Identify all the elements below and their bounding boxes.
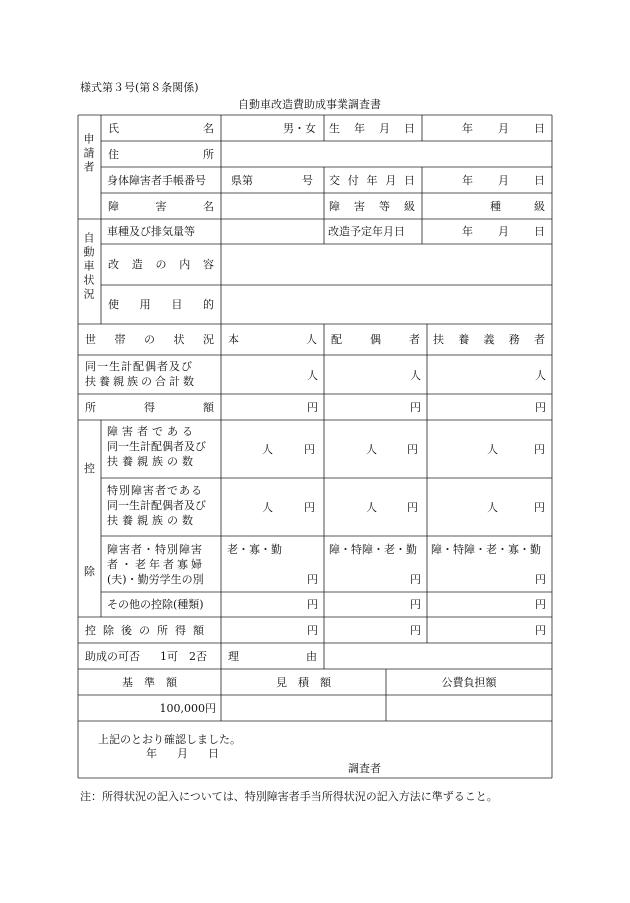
public-burden-label: 公費負担額 bbox=[441, 676, 497, 689]
deduction-label-bottom: 除 bbox=[84, 565, 95, 578]
modification-date-field[interactable]: 年 月 日 bbox=[462, 225, 545, 238]
income-label: 所 得 額 bbox=[85, 401, 214, 414]
income-guardian-unit[interactable]: 円 bbox=[535, 401, 546, 414]
sex-field[interactable]: 男・女 bbox=[283, 122, 316, 135]
footnote: 注：所得状況の記入については、特別障害者手当所得状況の記入方法に準ずること。 bbox=[80, 790, 498, 803]
post-deduction-self-unit[interactable]: 円 bbox=[307, 624, 318, 637]
investigator-label[interactable]: 調査者 bbox=[348, 762, 381, 775]
modification-date-label: 改造予定年月日 bbox=[328, 225, 405, 238]
name-label[interactable]: 氏 名 bbox=[108, 122, 214, 135]
standard-amount-label: 基 準 額 bbox=[122, 676, 177, 689]
classification-spouse-unit[interactable]: 円 bbox=[410, 573, 421, 586]
other-deduction-guardian-unit[interactable]: 円 bbox=[535, 598, 546, 611]
disabled-dependents-line2: 同一生計配偶者及び bbox=[107, 440, 206, 453]
classification-spouse-options[interactable]: 障・特障・老・勤 bbox=[329, 543, 417, 556]
form-title: 自動車改造費助成事業調査書 bbox=[238, 98, 381, 111]
dependents-total-label-1: 同一生計配偶者及び bbox=[85, 360, 193, 373]
disability-name-label: 障 害 名 bbox=[108, 200, 214, 213]
dependents-total-label-2: 扶養親族の合計数 bbox=[85, 375, 197, 388]
special-disabled-guardian[interactable]: 人 円 bbox=[487, 501, 545, 514]
post-deduction-spouse-unit[interactable]: 円 bbox=[410, 624, 421, 637]
standard-amount-value: 100,000円 bbox=[159, 702, 216, 715]
handbook-number-suffix[interactable]: 号 bbox=[302, 174, 313, 187]
disability-grade-label: 障 害 等 級 bbox=[329, 200, 415, 213]
form-number: 様式第３号(第８条関係) bbox=[80, 81, 199, 94]
column-spouse: 配 偶 者 bbox=[331, 333, 420, 346]
special-disabled-line1: 特別障害者である bbox=[107, 484, 203, 497]
classification-self-options[interactable]: 老・寡・勤 bbox=[227, 543, 282, 556]
handbook-number-label: 身体障害者手帳番号 bbox=[107, 174, 206, 187]
other-deduction-spouse-unit[interactable]: 円 bbox=[410, 598, 421, 611]
usage-purpose-label: 使 用 目 的 bbox=[108, 298, 214, 311]
column-guardian: 扶 養 義 務 者 bbox=[433, 333, 545, 346]
column-self: 本 人 bbox=[228, 333, 317, 346]
household-status-label: 世 帯 の 状 況 bbox=[85, 333, 214, 346]
income-self-unit[interactable]: 円 bbox=[307, 401, 318, 414]
confirmation-text: 上記のとおり確認しました。 bbox=[98, 733, 241, 746]
handbook-prefecture[interactable]: 県第 bbox=[231, 174, 253, 187]
estimate-amount-label: 見 積 額 bbox=[276, 676, 331, 689]
issue-date-label: 交 付 年 月 日 bbox=[329, 174, 415, 187]
dependents-guardian-unit[interactable]: 人 bbox=[535, 369, 546, 382]
applicant-section-label: 申請者 bbox=[82, 133, 95, 175]
special-disabled-line3: 扶養親族の数 bbox=[107, 514, 197, 527]
birth-date-field[interactable]: 年 月 日 bbox=[462, 122, 545, 135]
classification-guardian-options[interactable]: 障・特障・老・寡・勤 bbox=[431, 543, 541, 556]
deduction-label-top: 控 bbox=[84, 462, 95, 475]
address-label[interactable]: 住 所 bbox=[108, 148, 214, 161]
reason-label: 理 由 bbox=[228, 650, 317, 663]
vehicle-section-label: 自動車状況 bbox=[82, 232, 95, 302]
other-deduction-label: その他の控除(種類) bbox=[107, 598, 204, 611]
disabled-dependents-spouse[interactable]: 人 円 bbox=[366, 443, 418, 456]
approval-label: 助成の可否 bbox=[85, 650, 140, 663]
post-deduction-income-label: 控除後の所得額 bbox=[85, 624, 211, 637]
classification-line3: (夫)・勤労学生の別 bbox=[107, 573, 204, 586]
classification-line2: 者・老年者寡婦 bbox=[107, 558, 205, 571]
vehicle-model-label: 車種及び排気量等 bbox=[107, 225, 195, 238]
dependents-spouse-unit[interactable]: 人 bbox=[410, 369, 421, 382]
disabled-dependents-guardian[interactable]: 人 円 bbox=[487, 443, 545, 456]
disabled-dependents-line3: 扶養親族の数 bbox=[107, 455, 197, 468]
other-deduction-self-unit[interactable]: 円 bbox=[307, 598, 318, 611]
approval-options[interactable]: 1可 2否 bbox=[160, 650, 207, 663]
disabled-dependents-self[interactable]: 人 円 bbox=[262, 443, 315, 456]
income-spouse-unit[interactable]: 円 bbox=[410, 401, 421, 414]
classification-line1: 障害者・特別障害 bbox=[107, 543, 203, 556]
dependents-self-unit[interactable]: 人 bbox=[307, 369, 318, 382]
special-disabled-line2: 同一生計配偶者及び bbox=[107, 499, 206, 512]
modification-content-label: 改 造 の 内 容 bbox=[108, 258, 214, 271]
special-disabled-spouse[interactable]: 人 円 bbox=[366, 501, 418, 514]
issue-date-field[interactable]: 年 月 日 bbox=[462, 174, 545, 187]
birth-date-label: 生 年 月 日 bbox=[329, 122, 415, 135]
special-disabled-self[interactable]: 人 円 bbox=[262, 501, 315, 514]
classification-guardian-unit[interactable]: 円 bbox=[535, 573, 546, 586]
classification-self-unit[interactable]: 円 bbox=[307, 573, 318, 586]
disabled-dependents-line1: 障害者である bbox=[107, 425, 197, 438]
post-deduction-guardian-unit[interactable]: 円 bbox=[535, 624, 546, 637]
confirmation-date[interactable]: 年 月 日 bbox=[146, 747, 219, 760]
disability-grade-field[interactable]: 種 級 bbox=[490, 200, 545, 213]
